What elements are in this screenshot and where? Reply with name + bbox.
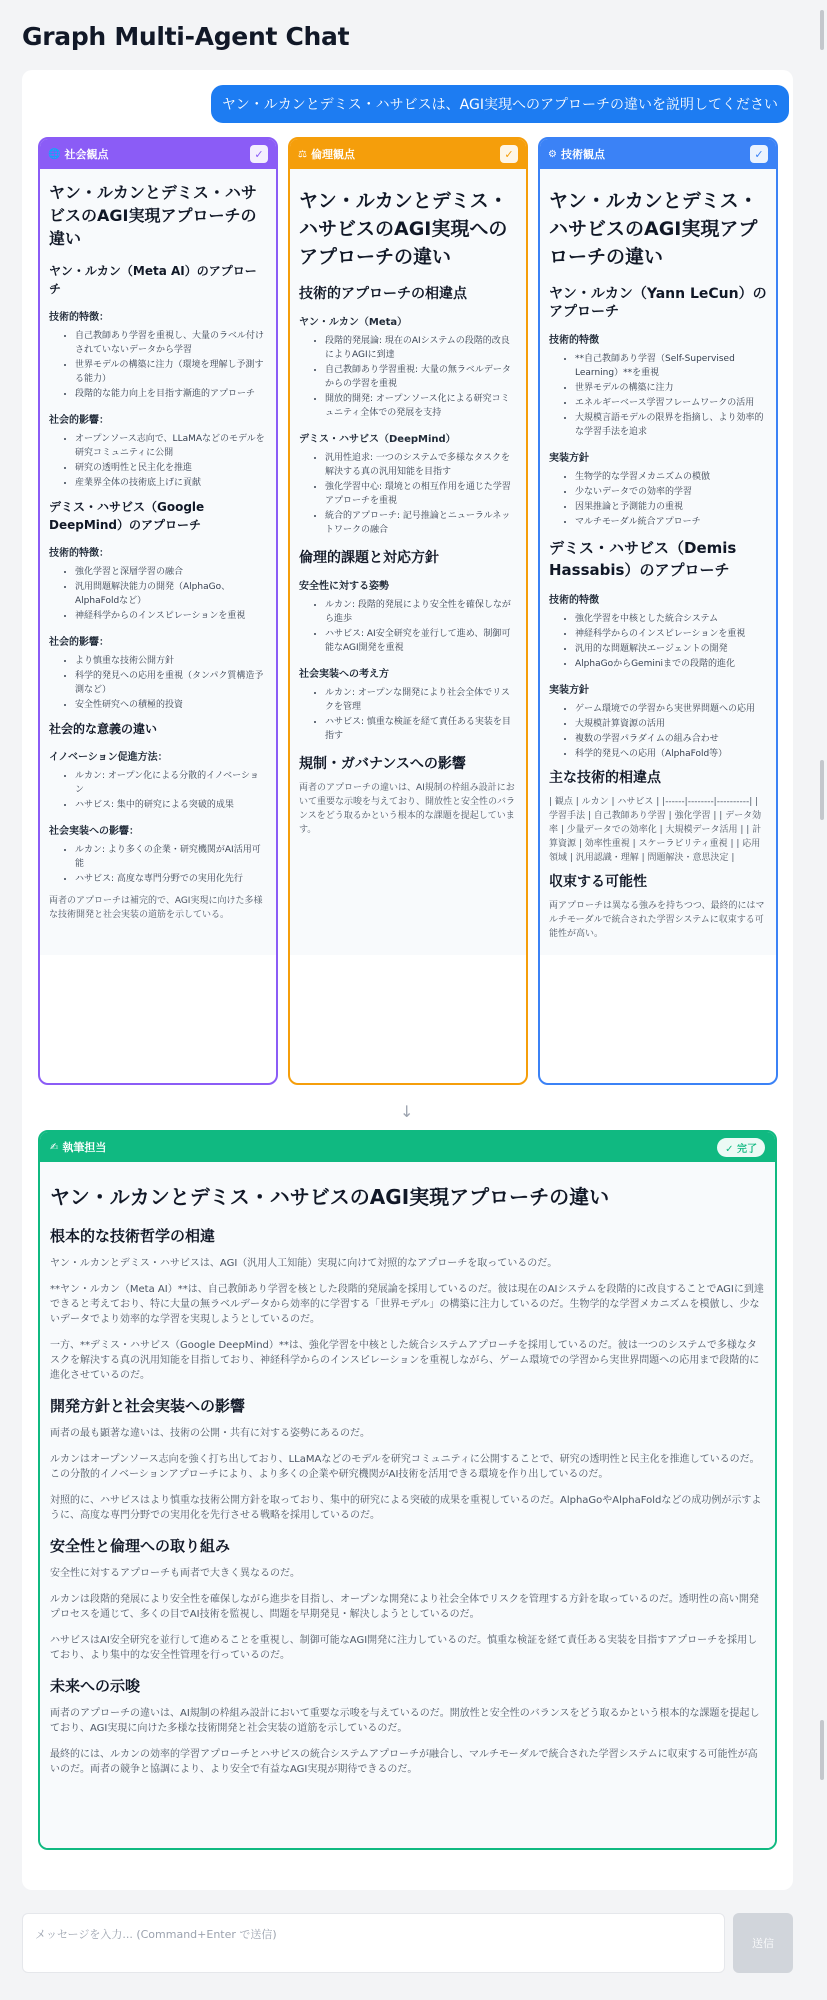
bullet-list (299, 598, 517, 655)
agent-content-tech (540, 169, 776, 955)
section-heading: ヤン・ルカン（Meta AI）のアプローチ (49, 264, 257, 296)
subsection-heading: デミス・ハサビス（DeepMind） (299, 434, 456, 445)
paragraph: ルカンはオープンソース志向を強く打ち出しており、LLaMAなどのモデルを研究コミュニティに公開することで、研究の透明性と民主化を推進しているのだ。この分散的イノベーションアプローチにより、より多くの企業や研究機関がAI技術を活用できる環境を作り出しているのだ。 (50, 1454, 760, 1480)
subsection-heading: 技術的特徴： (49, 548, 109, 559)
check-icon: ✓ (250, 145, 268, 163)
bullet-list (49, 432, 267, 490)
subsection-heading: 社会的影響： (49, 415, 109, 426)
bullet-list (49, 329, 267, 401)
section-heading: デミス・ハサビス（Demis Hassabis）のアプローチ (549, 539, 737, 579)
agent-label: 倫理観点 (310, 148, 355, 161)
list-item: • ハサビス: 慎重な検証を経て責任ある実装を目指す (325, 715, 517, 743)
agent-column-social (38, 137, 278, 1085)
list-item: • オープンソース志向で、LLaMAなどのモデルを研究コミュニティに公開 (75, 432, 267, 460)
section-heading: 規制・ガバナンスへの影響 (299, 756, 466, 772)
section-heading: 倫理的課題と対応方針 (299, 550, 439, 566)
list-item: • 統合的アプローチ: 記号推論とニューラルネットワークの融合 (325, 509, 517, 537)
subsection-heading: 実装方針 (549, 453, 589, 464)
list-item: • ルカン: オープンな開発により社会全体でリスクを管理 (325, 686, 517, 714)
list-item: • 強化学習中心: 環境との相互作用を通じた学習アプローチを重視 (325, 480, 517, 508)
list-item: • 複数の学習パラダイムの組み合わせ (575, 732, 767, 746)
arrow-down-icon: ↓ (400, 1102, 414, 1121)
list-item: • 科学的発見への応用（AlphaFold等） (575, 747, 767, 761)
list-item: • 自己教師あり学習重視: 大量の無ラベルデータからの学習を重視 (325, 363, 517, 391)
agent-label: 技術観点 (560, 148, 605, 161)
conclusion-text: 両アプローチは異なる強みを持ちつつ、最終的にはマルチモーダルで統合された学習システムに収束する可能性が高い。 (549, 901, 765, 939)
paragraph: 最終的には、ルカンの効率的学習アプローチとハサビスの統合システムアプローチが融合し、マルチモーダルで統合された学習システムに収束する可能性が高いのだ。両者の競争と協調により、より安全で有益なAGI実現が期待できるのだ。 (50, 1749, 758, 1775)
section-heading: 未来への示唆 (50, 1677, 141, 1695)
agent-title: ヤン・ルカンとデミス・ハサビスのAGI実現アプローチの違い (49, 183, 257, 248)
bullet-list (299, 686, 517, 743)
list-item: • 段階的発展論: 現在のAIシステムの段階的改良によりAGIに到達 (325, 334, 517, 362)
section-heading: 安全性と倫理への取り組み (50, 1537, 231, 1555)
agent-column-ethics (288, 137, 528, 1085)
list-item: • 世界モデルの構築に注力（環境を理解し予測する能力） (75, 358, 267, 386)
bullet-list (49, 769, 267, 812)
paragraph: 対照的に、ハサビスはより慎重な技術公開方針を取っており、集中的研究による突破的成果を重視しているのだ。AlphaGoやAlphaFoldなどの成功例が示すように、高度な専門分野での実用化を先行させる戦略を採用しているのだ。 (50, 1495, 762, 1521)
writer-header (40, 1132, 775, 1162)
paragraph: ハサビスはAI安全研究を並行して進めることを重視し、制御可能なAGI開発に注力しているのだ。慎重な検証を経て責任ある実装を目指すアプローチを採用しており、より集中的な安全性管理を行っているのだ。 (50, 1635, 758, 1661)
list-item: • ハサビス: 高度な専門分野での実用化先行 (75, 872, 267, 886)
list-item: • 強化学習を中核とした統合システム (575, 612, 767, 626)
list-item: • 汎用問題解決能力の開発（AlphaGo、AlphaFoldなど） (75, 580, 267, 608)
subsection-heading: 技術的特徴 (549, 335, 599, 346)
list-item: • ゲーム環境での学習から実世界問題への応用 (575, 702, 767, 716)
subsection-heading: 安全性に対する姿勢 (299, 581, 389, 592)
globe-icon: 🌐 (48, 148, 61, 160)
section-heading: ヤン・ルカン（Yann LeCun）のアプローチ (549, 286, 767, 320)
send-button[interactable]: 送信 (733, 1913, 793, 1973)
scrollbar-thumb[interactable] (820, 10, 824, 50)
bullet-list (549, 612, 767, 671)
list-item: • ハサビス: AI安全研究を並行して進め、制御可能なAGI開発を重視 (325, 627, 517, 655)
conclusion-text: 両者のアプローチの違いは、AI規制の枠組み設計において重要な示唆を与えており、開放性と安全性のバランスをどう取るかという根本的な課題を提起しています。 (299, 783, 516, 835)
list-item: • ルカン: オープン化による分散的イノベーション (75, 769, 267, 797)
list-item: • **自己教師あり学習（Self-Supervised Learning）**を重視 (575, 352, 767, 380)
subsection-heading: 社会的影響： (49, 637, 109, 648)
agent-header-tech (540, 139, 776, 169)
agent-title: ヤン・ルカンとデミス・ハサビスのAGI実現アプローチの違い (549, 190, 758, 268)
subsection-heading: イノベーション促進方法： (49, 752, 168, 763)
paragraph: 両者の最も顕著な違いは、技術の公開・共有に対する姿勢にあるのだ。 (50, 1428, 370, 1439)
writer-title: ヤン・ルカンとデミス・ハサビスのAGI実現アプローチの違い (50, 1185, 610, 1209)
paragraph: ルカンは段階的発展により安全性を確保しながら進歩を目指し、オープンな開発により社会全体でリスクを管理する方針を取っているのだ。透明性の高い開発プロセスを通じて、多くの目でAI技術を監視し、問題を早期発見・解決しようとしているのだ。 (50, 1594, 759, 1620)
writer-panel (38, 1130, 777, 1850)
gear-icon: ⚙ (548, 148, 557, 160)
list-item: • 因果推論と予測能力の重視 (575, 500, 767, 514)
list-item: • ルカン: 段階的発展により安全性を確保しながら進歩 (325, 598, 517, 626)
agent-header-social (40, 139, 276, 169)
user-message-bubble: ヤン・ルカンとデミス・ハサビスは、AGI実現へのアプローチの違いを説明してください (211, 85, 789, 123)
agent-content-ethics (290, 169, 526, 955)
list-item: • マルチモーダル統合アプローチ (575, 515, 767, 529)
subsection-heading: 技術的特徴： (49, 312, 109, 323)
message-input[interactable] (23, 1914, 724, 1972)
list-item: • ルカン: より多くの企業・研究機関がAI活用可能 (75, 843, 267, 871)
agent-title: ヤン・ルカンとデミス・ハサビスのAGI実現へのアプローチの違い (299, 190, 508, 268)
bullet-list (49, 843, 267, 886)
agent-column-tech (538, 137, 778, 1085)
section-heading: 収束する可能性 (549, 874, 647, 890)
check-icon: ✓ (750, 145, 768, 163)
subsection-heading: 実装方針 (549, 685, 589, 696)
list-item: • 段階的な能力向上を目指す漸進的アプローチ (75, 387, 267, 401)
app-title: Graph Multi-Agent Chat (22, 22, 350, 51)
list-item: • 研究の透明性と民主化を推進 (75, 461, 267, 475)
list-item: • 汎用的な問題解決エージェントの開発 (575, 642, 767, 656)
list-item: • 科学的発見への応用を重視（タンパク質構造予測など） (75, 669, 267, 697)
section-heading: 根本的な技術哲学の相違 (50, 1227, 216, 1245)
bullet-list (49, 654, 267, 712)
list-item: • 神経科学からのインスピレーションを重視 (75, 609, 267, 623)
list-item: • 産業界全体の技術底上げに貢献 (75, 476, 267, 490)
paragraph: 両者のアプローチの違いは、AI規制の枠組み設計において重要な示唆を与えているのだ。開放性と安全性のバランスをどう取るかという根本的な課題を提起しており、AGI実現に向けた多様な技術開発と社会実装の道筋を示しているのだ。 (50, 1708, 760, 1734)
agent-label: 社会観点 (64, 148, 109, 161)
section-heading: 開発方針と社会実装への影響 (50, 1397, 246, 1415)
list-item: • 強化学習と深層学習の融合 (75, 565, 267, 579)
scrollbar-thumb[interactable] (820, 760, 824, 820)
paragraph: 一方、**デミス・ハサビス（Google DeepMind）**は、強化学習を中核とした統合システムアプローチを採用しているのだ。彼は一つのシステムで多様なタスクを解決する真の汎用知能を目指しており、神経科学からのインスピレーションを重視しながら、ゲーム環境での学習から実世界問題への応用まで段階的に進化させているのだ。 (50, 1340, 760, 1381)
message-input-box (22, 1913, 725, 1973)
subsection-heading: ヤン・ルカン（Meta） (299, 317, 408, 328)
bullet-list (549, 470, 767, 529)
markdown-table-text: | 観点 | ルカン | ハサビス | |------|--------|----------| | 学習手法 | 自己教師あり学習 | 強化学習 | | データ効率 | 少量データでの効率化 | 大規模データ活用 | | 計算資源 | 効率性重視 | スケーラビリティ重視 | | 応用領域 | 汎用認識・理解 | 問題解決・意思決定 | (549, 797, 762, 863)
section-heading: 技術的アプローチの相違点 (299, 286, 467, 302)
list-item: • エネルギーベース学習フレームワークの活用 (575, 396, 767, 410)
list-item: • 世界モデルの構築に注力 (575, 381, 767, 395)
section-heading: 社会的な意義の違い (49, 722, 158, 736)
subsection-heading: 社会実装への考え方 (299, 669, 389, 680)
bullet-list (299, 451, 517, 537)
paragraph: ヤン・ルカンとデミス・ハサビスは、AGI（汎用人工知能）実現に向けて対照的なアプローチを取っているのだ。 (50, 1258, 558, 1269)
conclusion-text: 両者のアプローチは補完的で、AGI実現に向けた多様な技術開発と社会実装の道筋を示している。 (49, 896, 263, 920)
list-item: • 少ないデータでの効率的学習 (575, 485, 767, 499)
agent-content-social (40, 169, 276, 955)
status-badge: ✓ 完了 (717, 1138, 765, 1157)
writer-content (40, 1162, 775, 1848)
list-item: • 開放的開発: オープンソース化による研究コミュニティ全体での発展を支持 (325, 392, 517, 420)
writer-label: 執筆担当 (62, 1141, 107, 1154)
section-heading: デミス・ハサビス（Google DeepMind）のアプローチ (49, 500, 205, 532)
writing-hand-icon: ✍ (50, 1141, 59, 1153)
list-item: • 神経科学からのインスピレーションを重視 (575, 627, 767, 641)
bullet-list (549, 702, 767, 761)
check-icon: ✓ (500, 145, 518, 163)
subsection-heading: 社会実装への影響： (49, 826, 139, 837)
list-item: • 大規模計算資源の活用 (575, 717, 767, 731)
bullet-list (49, 565, 267, 623)
paragraph: 安全性に対するアプローチも両者で大きく異なるのだ。 (50, 1568, 300, 1579)
section-heading: 主な技術的相違点 (549, 770, 661, 786)
bullet-list (549, 352, 767, 439)
list-item: • ハサビス: 集中的研究による突破的成果 (75, 798, 267, 812)
list-item: • より慎重な技術公開方針 (75, 654, 267, 668)
subsection-heading: 技術的特徴 (549, 595, 599, 606)
scrollbar-thumb[interactable] (820, 1720, 824, 1780)
bullet-list (299, 334, 517, 420)
list-item: • AlphaGoからGeminiまでの段階的進化 (575, 657, 767, 671)
list-item: • 大規模言語モデルの限界を指摘し、より効率的な学習手法を追求 (575, 411, 767, 439)
list-item: • 汎用性追求: 一つのシステムで多様なタスクを解決する真の汎用知能を目指す (325, 451, 517, 479)
list-item: • 安全性研究への積極的投資 (75, 698, 267, 712)
agent-header-ethics (290, 139, 526, 169)
paragraph: **ヤン・ルカン（Meta AI）**は、自己教師あり学習を核とした段階的発展論を採用しているのだ。彼は現在のAIシステムを段階的に改良することでAGIに到達できると考えており、特に大量の無ラベルデータから効率的に学習する「世界モデル」の構築に注力しているのだ。生物学的な学習メカニズムを模倣し、少ないデータでより効率的な学習を実現しようとしているのだ。 (50, 1284, 764, 1325)
list-item: • 生物学的な学習メカニズムの模倣 (575, 470, 767, 484)
list-item: • 自己教師あり学習を重視し、大量のラベル付けされていないデータから学習 (75, 329, 267, 357)
scales-icon: ⚖ (298, 148, 307, 160)
